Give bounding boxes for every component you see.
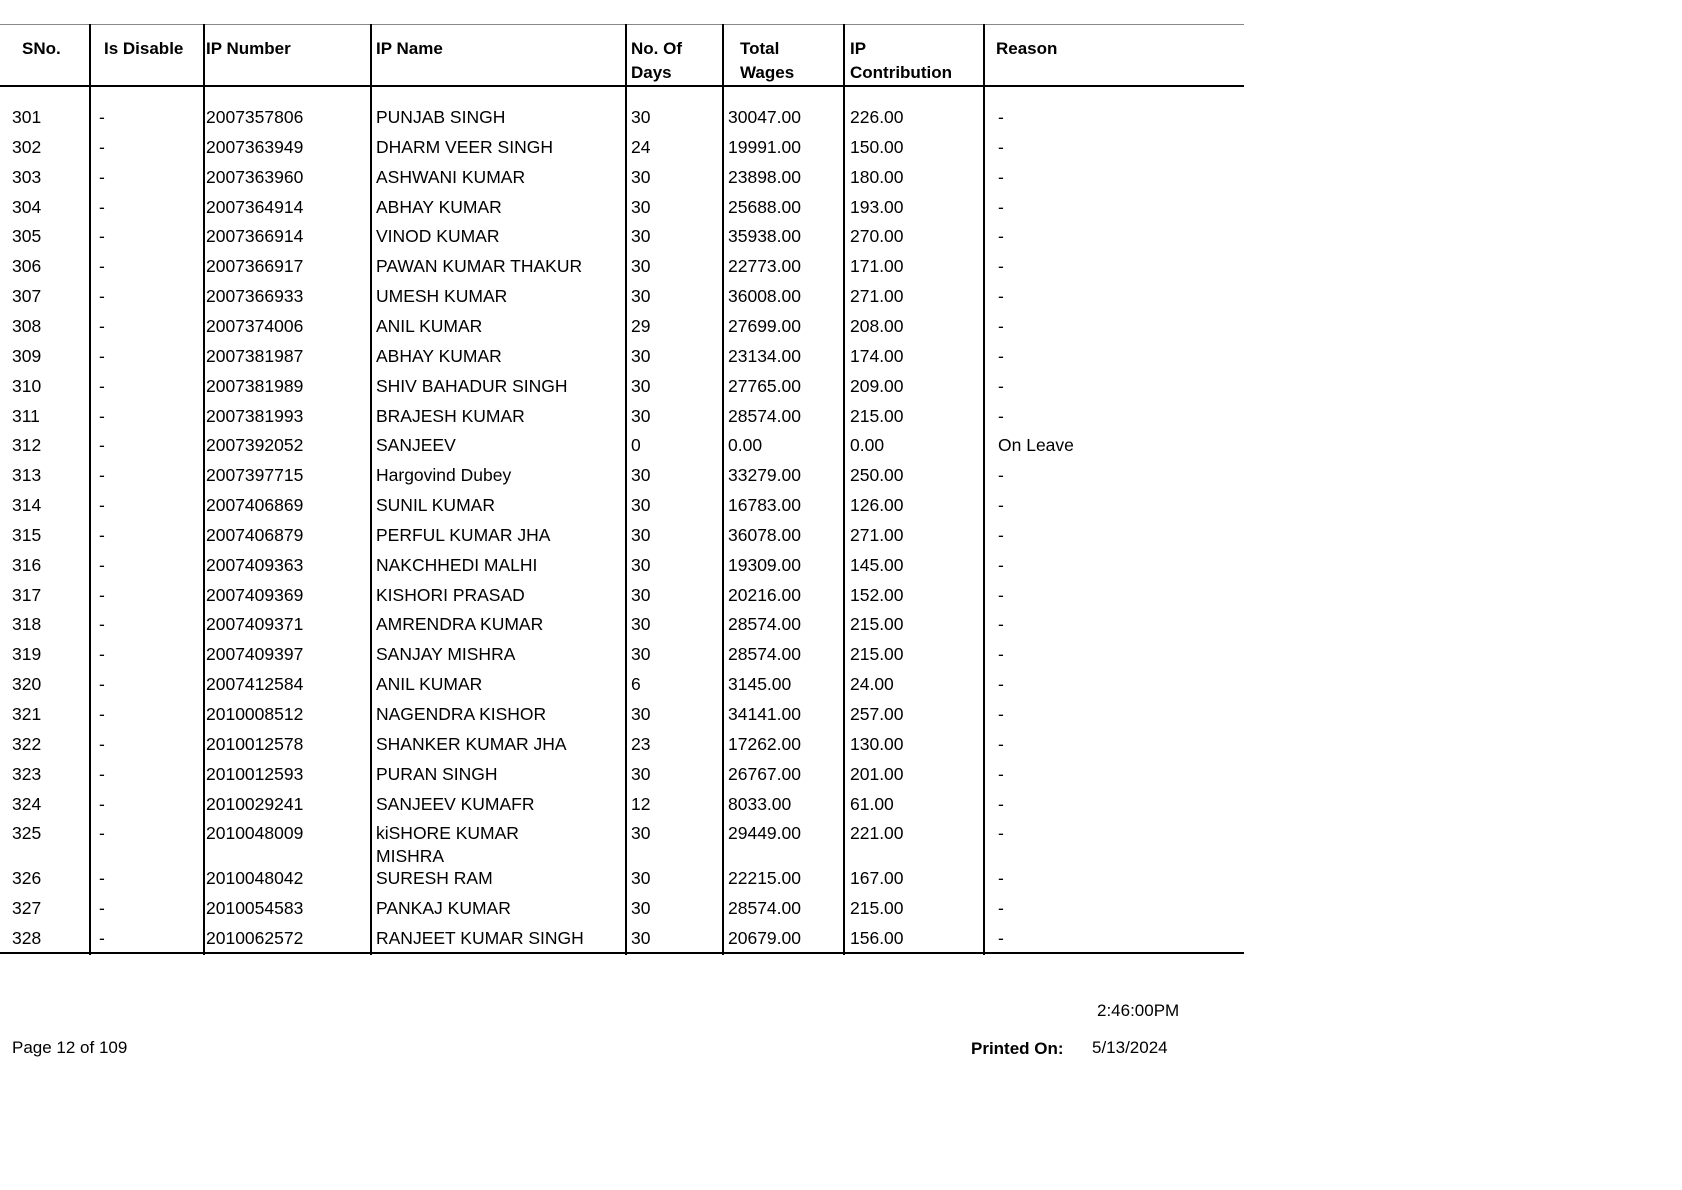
ip-name-line: RANJEET KUMAR SINGH <box>376 927 584 948</box>
wages-cell: 20216.00 <box>728 584 801 605</box>
contribution-cell: 250.00 <box>850 465 904 486</box>
is-disable-cell: - <box>99 495 105 516</box>
ip-name-cell <box>376 494 495 517</box>
sno-header <box>22 37 61 61</box>
ip-name-line: ABHAY KUMAR <box>376 345 502 366</box>
reason-cell: - <box>998 644 1004 665</box>
wages-cell: 19309.00 <box>728 554 801 575</box>
contribution-cell: 215.00 <box>850 405 904 426</box>
days-cell: 30 <box>631 405 651 426</box>
is-disable-cell: - <box>99 166 105 187</box>
header-text: Total <box>740 39 780 58</box>
contribution-cell: 171.00 <box>850 256 904 277</box>
wages-cell: 26767.00 <box>728 763 801 784</box>
column-divider <box>983 24 985 955</box>
ip-name-line: VINOD KUMAR <box>376 226 500 247</box>
ip-name-line: ANIL KUMAR <box>376 315 483 336</box>
is-disable-cell: - <box>99 196 105 217</box>
ip-name-line: SANJAY MISHRA <box>376 644 516 665</box>
days-cell: 30 <box>631 614 651 635</box>
ip-name-cell <box>376 434 456 457</box>
ip-name-line: PERFUL KUMAR JHA <box>376 524 551 545</box>
ip-number-cell: 2007363949 <box>206 136 304 157</box>
ip-number-cell: 2007381987 <box>206 345 304 366</box>
contribution-cell: 226.00 <box>850 107 904 127</box>
ip-name-cell <box>376 822 519 868</box>
is-disable-cell: - <box>99 644 105 665</box>
wages-cell: 8033.00 <box>728 793 792 814</box>
days-cell: 30 <box>631 166 651 187</box>
ip-name-cell <box>376 897 511 920</box>
reason-cell: - <box>998 524 1004 545</box>
contribution-cell: 209.00 <box>850 375 904 396</box>
reason-cell: - <box>998 256 1004 277</box>
ip-name-line: PURAN SINGH <box>376 763 498 784</box>
days-cell: 30 <box>631 704 651 724</box>
reason-cell: - <box>998 823 1004 844</box>
ip-name-cell <box>376 136 553 159</box>
days-cell: 30 <box>631 107 651 127</box>
is-disable-header <box>104 37 183 61</box>
reason-cell: - <box>998 793 1004 814</box>
ip-name-cell <box>376 255 582 278</box>
ip-name-line: MISHRA <box>376 846 445 867</box>
wages-cell: 28574.00 <box>728 614 801 635</box>
reason-cell: - <box>998 584 1004 605</box>
printed-date: 5/13/2024 <box>1092 1038 1168 1057</box>
days-cell: 29 <box>631 315 651 336</box>
header-bottom-rule <box>0 85 1244 87</box>
sno-cell: 324 <box>12 793 42 814</box>
days-header <box>631 37 682 85</box>
contribution-cell: 167.00 <box>850 868 904 889</box>
contribution-cell: 215.00 <box>850 644 904 665</box>
header-text: Reason <box>996 39 1058 58</box>
contribution-cell: 257.00 <box>850 704 904 724</box>
ip-name-cell <box>376 703 546 726</box>
column-divider <box>89 24 91 955</box>
sno-cell: 305 <box>12 226 42 247</box>
reason-cell: - <box>998 405 1004 426</box>
ip-name-cell <box>376 196 502 219</box>
ip-name-cell <box>376 375 568 398</box>
ip-name-line: ASHWANI KUMAR <box>376 166 526 187</box>
ip-number-cell: 2007366914 <box>206 226 304 247</box>
sno-cell: 317 <box>12 584 42 605</box>
contribution-cell: 24.00 <box>850 674 894 695</box>
is-disable-cell: - <box>99 226 105 247</box>
ip-name-cell <box>376 225 499 248</box>
wages-cell: 29449.00 <box>728 823 801 844</box>
sno-cell: 307 <box>12 286 42 307</box>
reason-cell: - <box>998 136 1004 157</box>
printed-on-label: Printed On: <box>971 1039 1064 1058</box>
is-disable-cell: - <box>99 927 105 948</box>
sno-cell: 309 <box>12 345 42 366</box>
header-text: Days <box>631 63 672 82</box>
is-disable-cell: - <box>99 763 105 784</box>
days-cell: 12 <box>631 793 651 814</box>
reason-cell: - <box>998 196 1004 217</box>
ip-name-cell <box>376 613 543 636</box>
is-disable-cell: - <box>99 256 105 277</box>
reason-cell: - <box>998 166 1004 187</box>
days-cell: 30 <box>631 226 651 247</box>
ip-name-header <box>376 37 443 61</box>
reason-cell: - <box>998 868 1004 889</box>
ip-name-cell <box>376 554 537 577</box>
days-cell: 30 <box>631 345 651 366</box>
ip-name-line: kiSHORE KUMAR <box>376 823 519 844</box>
wages-cell: 30047.00 <box>728 107 801 127</box>
ip-number-cell: 2007381993 <box>206 405 304 426</box>
column-divider <box>722 24 724 955</box>
header-text: Contribution <box>850 63 952 82</box>
days-cell: 30 <box>631 256 651 277</box>
sno-cell: 327 <box>12 898 42 919</box>
wages-cell: 22215.00 <box>728 868 801 889</box>
ip-number-cell: 2007366917 <box>206 256 304 277</box>
days-cell: 30 <box>631 644 651 665</box>
contribution-cell: 193.00 <box>850 196 904 217</box>
header-text: SNo. <box>22 39 61 58</box>
ip-name-line: DHARM VEER SINGH <box>376 136 553 157</box>
wages-header <box>740 37 794 85</box>
is-disable-cell: - <box>99 286 105 307</box>
wages-cell: 27699.00 <box>728 315 801 336</box>
ip-number-cell: 2007406869 <box>206 495 304 516</box>
is-disable-cell: - <box>99 868 105 889</box>
contribution-cell: 156.00 <box>850 927 904 948</box>
wages-cell: 25688.00 <box>728 196 801 217</box>
contribution-cell: 215.00 <box>850 614 904 635</box>
reason-header <box>996 37 1057 61</box>
days-cell: 30 <box>631 763 651 784</box>
contribution-cell: 61.00 <box>850 793 894 814</box>
ip-name-cell <box>376 793 535 816</box>
table-bottom-rule <box>0 952 1244 954</box>
days-cell: 30 <box>631 868 651 889</box>
reason-cell: - <box>998 674 1004 695</box>
ip-name-line: UMESH KUMAR <box>376 286 508 307</box>
sno-cell: 303 <box>12 166 42 187</box>
contribution-cell: 271.00 <box>850 524 904 545</box>
wages-cell: 3145.00 <box>728 674 792 695</box>
contribution-cell: 201.00 <box>850 763 904 784</box>
is-disable-cell: - <box>99 793 105 814</box>
is-disable-cell: - <box>99 704 105 724</box>
reason-cell: - <box>998 704 1004 724</box>
header-text: IP Number <box>206 39 291 58</box>
sno-cell: 311 <box>12 405 40 426</box>
reason-cell: - <box>998 554 1004 575</box>
contribution-cell: 0.00 <box>850 435 885 456</box>
reason-cell: - <box>998 465 1004 486</box>
reason-cell: - <box>998 226 1004 247</box>
ip-name-cell <box>376 763 498 786</box>
ip-number-cell: 2007357806 <box>206 107 304 127</box>
contribution-cell: 271.00 <box>850 286 904 307</box>
days-cell: 30 <box>631 898 651 919</box>
sno-cell: 304 <box>12 196 42 217</box>
ip-number-cell: 2007412584 <box>206 674 304 695</box>
ip-name-cell <box>376 315 482 338</box>
ip-name-cell <box>376 927 584 950</box>
contribution-cell: 174.00 <box>850 345 904 366</box>
ip-number-cell: 2007409369 <box>206 584 304 605</box>
sno-cell: 314 <box>12 495 42 516</box>
ip-number-cell: 2007409363 <box>206 554 304 575</box>
wages-cell: 36078.00 <box>728 524 801 545</box>
days-cell: 30 <box>631 465 651 486</box>
ip-name-line: SANJEEV KUMAFR <box>376 793 535 814</box>
ip-number-header <box>206 37 291 61</box>
sno-cell: 313 <box>12 465 42 486</box>
contribution-cell: 126.00 <box>850 495 904 516</box>
sno-cell: 323 <box>12 763 42 784</box>
days-cell: 24 <box>631 136 651 157</box>
ip-name-line: SHANKER KUMAR JHA <box>376 733 567 754</box>
sno-cell: 306 <box>12 256 42 277</box>
sno-cell: 301 <box>12 107 42 127</box>
ip-number-cell: 2010029241 <box>206 793 304 814</box>
header-text: Is Disable <box>104 39 184 58</box>
header-text: No. Of <box>631 39 682 58</box>
is-disable-cell: - <box>99 584 105 605</box>
days-cell: 30 <box>631 495 651 516</box>
header-text: IP Name <box>376 39 443 58</box>
ip-name-line: SHIV BAHADUR SINGH <box>376 375 568 396</box>
ip-number-cell: 2007392052 <box>206 435 304 456</box>
ip-number-cell: 2010062572 <box>206 927 304 948</box>
is-disable-cell: - <box>99 345 105 366</box>
days-cell: 0 <box>631 435 641 456</box>
column-divider <box>370 24 372 955</box>
wages-cell: 35938.00 <box>728 226 801 247</box>
ip-number-cell: 2010008512 <box>206 704 304 724</box>
sno-cell: 316 <box>12 554 42 575</box>
contribution-cell: 215.00 <box>850 898 904 919</box>
contribution-cell: 208.00 <box>850 315 904 336</box>
is-disable-cell: - <box>99 405 105 426</box>
ip-name-cell <box>376 345 502 368</box>
ip-number-cell: 2007374006 <box>206 315 304 336</box>
contribution-cell: 145.00 <box>850 554 904 575</box>
is-disable-cell: - <box>99 315 105 336</box>
wages-cell: 23898.00 <box>728 166 801 187</box>
wages-cell: 28574.00 <box>728 405 801 426</box>
ip-name-line: ABHAY KUMAR <box>376 196 502 217</box>
sno-cell: 312 <box>12 435 42 456</box>
wages-cell: 16783.00 <box>728 495 801 516</box>
ip-name-cell <box>376 166 525 189</box>
ip-number-cell: 2010054583 <box>206 898 304 919</box>
reason-cell: - <box>998 107 1004 127</box>
reason-cell: - <box>998 614 1004 635</box>
sno-cell: 325 <box>12 823 42 844</box>
ip-name-line: Hargovind Dubey <box>376 465 512 486</box>
reason-cell: - <box>998 898 1004 919</box>
ip-name-line: ANIL KUMAR <box>376 674 483 695</box>
wages-cell: 22773.00 <box>728 256 801 277</box>
days-cell: 6 <box>631 674 641 695</box>
ip-name-cell <box>376 584 525 607</box>
sno-cell: 315 <box>12 524 42 545</box>
ip-name-cell <box>376 106 505 129</box>
ip-number-cell: 2007409371 <box>206 614 304 635</box>
ip-name-line: SUNIL KUMAR <box>376 495 495 516</box>
wages-cell: 34141.00 <box>728 704 801 724</box>
is-disable-cell: - <box>99 465 105 486</box>
days-cell: 30 <box>631 584 651 605</box>
page-number: Page 12 of 109 <box>12 1038 128 1057</box>
wages-cell: 28574.00 <box>728 898 801 919</box>
ip-name-cell <box>376 524 550 547</box>
ip-name-line: AMRENDRA KUMAR <box>376 614 544 635</box>
sno-cell: 321 <box>12 704 42 724</box>
ip-number-cell: 2010012578 <box>206 733 304 754</box>
ip-name-cell <box>376 867 493 890</box>
wages-cell: 20679.00 <box>728 927 801 948</box>
column-divider <box>843 24 845 955</box>
contribution-cell: 150.00 <box>850 136 904 157</box>
wages-cell: 17262.00 <box>728 733 801 754</box>
ip-name-cell <box>376 673 482 696</box>
wages-cell: 23134.00 <box>728 345 801 366</box>
is-disable-cell: - <box>99 554 105 575</box>
is-disable-cell: - <box>99 435 105 456</box>
days-cell: 30 <box>631 927 651 948</box>
ip-name-line: KISHORI PRASAD <box>376 584 525 605</box>
reason-cell: - <box>998 495 1004 516</box>
column-divider <box>625 24 627 955</box>
is-disable-cell: - <box>99 614 105 635</box>
is-disable-cell: - <box>99 898 105 919</box>
days-cell: 30 <box>631 286 651 307</box>
header-top-rule <box>0 24 1244 25</box>
reason-cell: - <box>998 345 1004 366</box>
ip-name-line: BRAJESH KUMAR <box>376 405 525 426</box>
ip-number-cell: 2007381989 <box>206 375 304 396</box>
ip-name-line: NAGENDRA KISHOR <box>376 704 547 724</box>
days-cell: 30 <box>631 524 651 545</box>
ip-number-cell: 2007409397 <box>206 644 304 665</box>
is-disable-cell: - <box>99 733 105 754</box>
ip-name-cell <box>376 285 507 308</box>
ip-number-cell: 2007406879 <box>206 524 304 545</box>
wages-cell: 33279.00 <box>728 465 801 486</box>
sno-cell: 320 <box>12 674 42 695</box>
days-cell: 30 <box>631 554 651 575</box>
days-cell: 30 <box>631 196 651 217</box>
header-text: IP <box>850 39 867 58</box>
sno-cell: 310 <box>12 375 42 396</box>
sno-cell: 326 <box>12 868 42 889</box>
wages-cell: 36008.00 <box>728 286 801 307</box>
ip-number-cell: 2007366933 <box>206 286 304 307</box>
contribution-header <box>850 37 952 85</box>
reason-cell: - <box>998 375 1004 396</box>
days-cell: 30 <box>631 823 651 844</box>
contribution-cell: 221.00 <box>850 823 904 844</box>
is-disable-cell: - <box>99 375 105 396</box>
reason-cell: On Leave <box>998 435 1074 456</box>
is-disable-cell: - <box>99 524 105 545</box>
ip-name-cell <box>376 405 525 428</box>
column-divider <box>203 24 205 955</box>
sno-cell: 328 <box>12 927 42 948</box>
sno-cell: 319 <box>12 644 42 665</box>
ip-name-cell <box>376 464 511 487</box>
wages-cell: 28574.00 <box>728 644 801 665</box>
ip-name-line: PUNJAB SINGH <box>376 107 506 127</box>
ip-name-line: SURESH RAM <box>376 868 493 889</box>
header-text: Wages <box>740 63 795 82</box>
wages-cell: 27765.00 <box>728 375 801 396</box>
printed-time: 2:46:00PM <box>1097 1001 1180 1020</box>
ip-name-line: PAWAN KUMAR THAKUR <box>376 256 583 277</box>
ip-number-cell: 2010048009 <box>206 823 304 844</box>
sno-cell: 318 <box>12 614 42 635</box>
wages-cell: 19991.00 <box>728 136 801 157</box>
reason-cell: - <box>998 763 1004 784</box>
is-disable-cell: - <box>99 107 105 127</box>
ip-name-cell <box>376 643 515 666</box>
ip-number-cell: 2007363960 <box>206 166 304 187</box>
contribution-cell: 270.00 <box>850 226 904 247</box>
ip-number-cell: 2007397715 <box>206 465 304 486</box>
ip-name-cell <box>376 733 567 756</box>
contribution-cell: 180.00 <box>850 166 904 187</box>
wages-cell: 0.00 <box>728 435 763 456</box>
ip-number-cell: 2010048042 <box>206 868 304 889</box>
reason-cell: - <box>998 315 1004 336</box>
days-cell: 30 <box>631 375 651 396</box>
contribution-cell: 152.00 <box>850 584 904 605</box>
ip-name-line: SANJEEV <box>376 435 456 456</box>
reason-cell: - <box>998 733 1004 754</box>
reason-cell: - <box>998 286 1004 307</box>
ip-number-cell: 2010012593 <box>206 763 304 784</box>
sno-cell: 322 <box>12 733 42 754</box>
contribution-cell: 130.00 <box>850 733 904 754</box>
ip-name-line: NAKCHHEDI MALHI <box>376 554 538 575</box>
sno-cell: 308 <box>12 315 42 336</box>
is-disable-cell: - <box>99 823 105 844</box>
days-cell: 23 <box>631 733 651 754</box>
is-disable-cell: - <box>99 136 105 157</box>
ip-number-cell: 2007364914 <box>206 196 304 217</box>
is-disable-cell: - <box>99 674 105 695</box>
reason-cell: - <box>998 927 1004 948</box>
sno-cell: 302 <box>12 136 42 157</box>
ip-name-line: PANKAJ KUMAR <box>376 898 511 919</box>
